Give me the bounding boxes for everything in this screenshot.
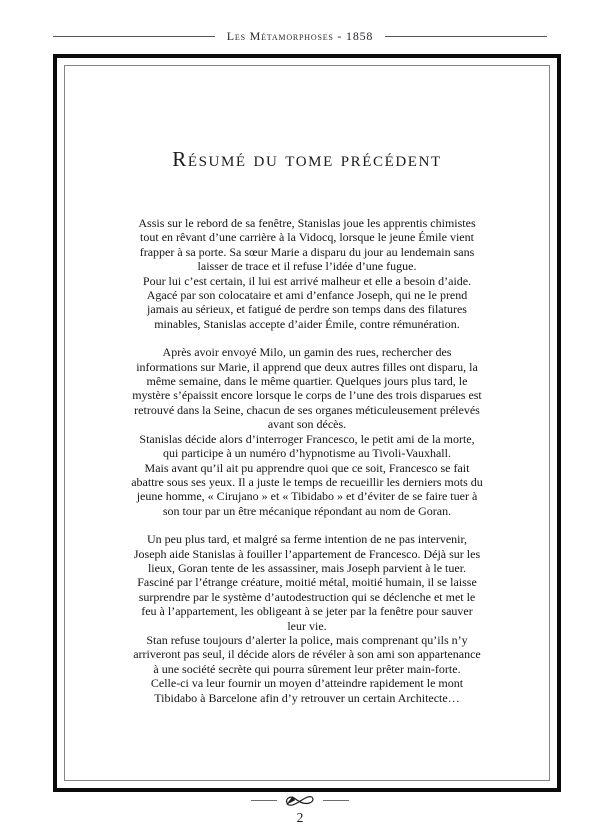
summary-paragraph: Stanislas décide alors d’interroger Francesco, le petit ami de la morte, qui participe à un numéro d’hypnotisme au Tivoli-Vauxhall. [139,431,475,461]
header-title: Les Métamorphoses - 1858 [226,29,374,43]
summary-paragraph: Agacé par son colocataire et ami d’enfance Joseph, qui ne le prend jamais au sérieux, et fatigué de perdre son temps dans des filatures minables, Stanislas accepte d’aider Émile, contre rémunération. [146,288,468,331]
page-number: 2 [296,810,304,825]
summary-section-1 [131,216,483,331]
header-rule-left [53,36,215,37]
summary-paragraph: Celle-ci va leur fournir un moyen d’atteindre rapidement le mont Tibidabo à Barcelone afin d’y retrouver un certain Architecte… [150,676,464,705]
flourish-rule-left [251,800,277,801]
summary-paragraph: Un peu plus tard, et malgré sa ferme intention de ne pas intervenir, Joseph aide Stanislas à fouiller l’appartement de Francesco. Déjà sur les lieux, Goran tente de les assassiner, mais Joseph parvient à le tuer. [133,532,481,575]
inner-frame [64,65,550,781]
summary-paragraph: Pour lui c’est certain, il lui est arrivé malheur et elle a besoin d’aide. [142,273,472,288]
page-title: Résumé du tome précédent [172,147,442,171]
summary-text [131,216,483,705]
flourish-icon [280,792,320,808]
summary-section-3 [131,532,483,705]
running-header [53,29,547,44]
summary-paragraph: Après avoir envoyé Milo, un gamin des rues, rechercher des informations sur Marie, il apprend que deux autres filles ont disparu, la même semaine, dans le même quartier. Quelques jours plus tard, le mystère s’épaissit encore lorsque le corps de l’une des trois disparues est retrouvé dans la Seine, chacun de ses organes méticuleusement prélevés avant son décès. [132,345,482,432]
summary-paragraph: Fasciné par l’étrange créature, moitié métal, moitié humain, il se laisse surprendre par le système d’autodestruction qui se déclenche et met le feu à l’appartement, les obligeant à se jeter par la fenêtre pour sauver leur vie. [137,575,477,633]
flourish-rule-right [323,800,349,801]
header-rule-right [385,36,547,37]
page-frame [53,54,561,792]
page-footer [0,791,600,826]
summary-paragraph: Mais avant qu’il ait pu apprendre quoi que ce soit, Francesco se fait abattre sous ses yeux. Il a juste le temps de recueillir les derniers mots du jeune homme, « Cirujano » et « Tibidabo » et d’éviter de se faire tuer à son tour par un être mécanique répondant au nom de Goran. [131,460,483,518]
summary-section-2 [131,345,483,518]
summary-paragraph: Stan refuse toujours d’alerter la police, mais comprenant qu’ils n’y arriveront pas seul, il décide alors de révéler à son ami son appartenance à une société secrète qui pourra sûrement leur prêter main-forte. [133,632,481,676]
summary-paragraph: Assis sur le rebord de sa fenêtre, Stanislas joue les apprentis chimistes tout en rêvant d’une carrière à la Vidocq, lorsque le jeune Émile vient frapper à sa porte. Sa sœur Marie a disparu du jour au lendemain sans laisser de trace et il refuse l’idée d’une fugue. [138,216,476,274]
flourish-ornament [0,791,600,809]
